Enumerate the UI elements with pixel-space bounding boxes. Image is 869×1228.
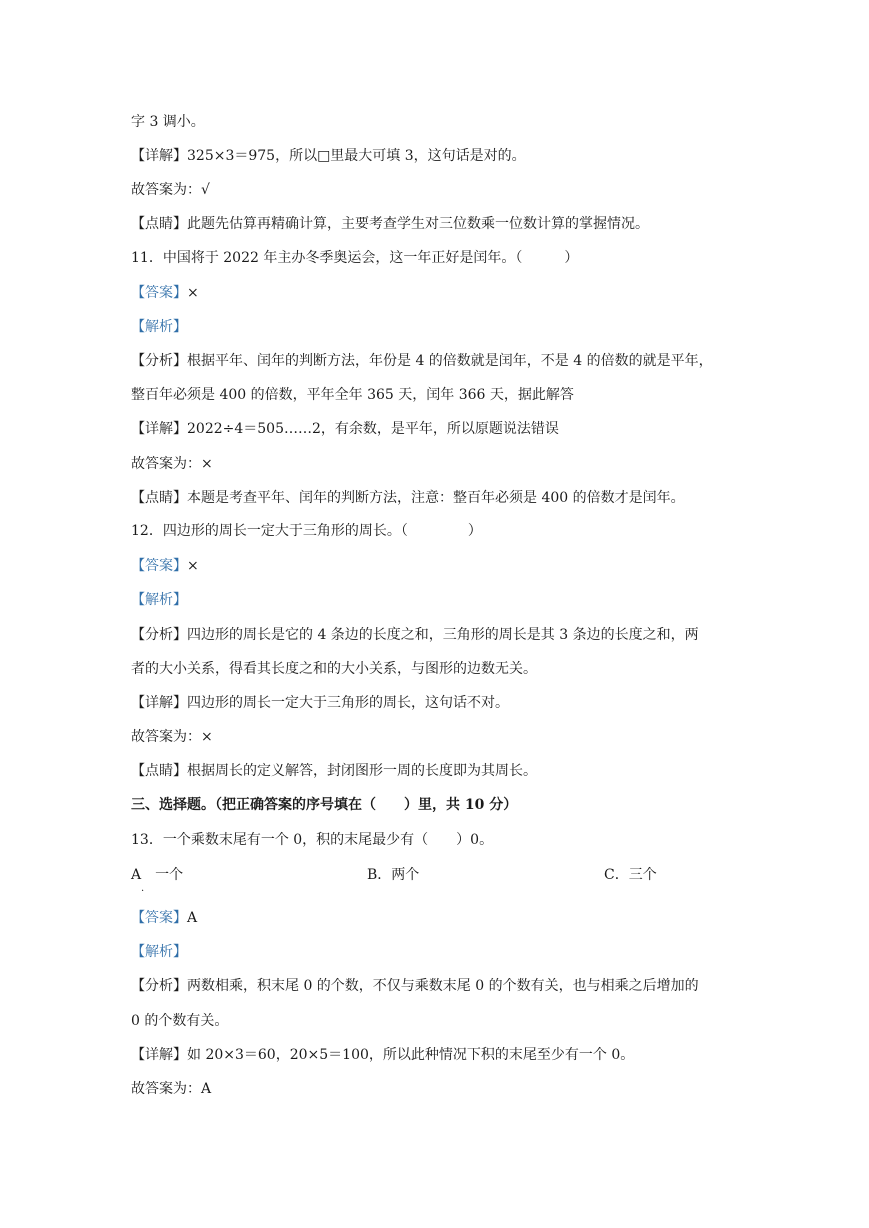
analysis-tag: 【分析】	[131, 353, 187, 369]
option-a-dot: .	[141, 883, 145, 894]
analysis-text: 两数相乘，积末尾 0 的个数，不仅与乘数末尾 0 的个数有关，也与相乘之后增加的	[187, 978, 699, 994]
analysis-tag-line	[131, 943, 759, 961]
detail-text: 325×3＝975，所以□里最大可填 3，这句话是对的。	[187, 148, 526, 164]
answer-tag: 【答案】	[131, 558, 187, 574]
answer-tag: 【答案】	[131, 285, 187, 301]
answer-line	[131, 728, 759, 746]
detail-tag: 【详解】	[131, 421, 187, 437]
answer-tag: 【答案】	[131, 910, 187, 926]
line-text: 0 的个数有关。	[131, 1013, 229, 1029]
analysis-tag: 【解析】	[131, 944, 187, 960]
analysis-line	[131, 977, 759, 995]
question-text: 13．一个乘数末尾有一个 0，积的末尾最少有（ ）0。	[131, 832, 494, 848]
analysis-text: 根据平年、闰年的判断方法，年份是 4 的倍数就是闰年，不是 4 的倍数的就是平年，	[187, 353, 713, 369]
answer-line	[131, 181, 759, 199]
answer-line	[131, 1080, 759, 1098]
answer-value: ×	[187, 558, 199, 574]
line-text: 故答案为：×	[131, 456, 213, 472]
question-bracket-end: ）	[564, 250, 579, 266]
question-12	[131, 522, 759, 540]
comment-tag: 【点睛】	[131, 763, 187, 779]
option-a: A 一个	[131, 867, 184, 883]
detail-line	[131, 147, 759, 165]
comment-tag: 【点睛】	[131, 216, 187, 232]
answer-line	[131, 455, 759, 473]
analysis-tag-line	[131, 591, 759, 609]
analysis-tag: 【分析】	[131, 978, 187, 994]
analysis-tag: 【分析】	[131, 627, 187, 643]
text-line	[131, 113, 759, 131]
detail-line	[131, 1046, 759, 1064]
section-heading-text: 三、选择题。（把正确答案的序号填在（ ）里，共 10 分）	[131, 797, 518, 813]
comment-line	[131, 762, 759, 780]
detail-tag: 【详解】	[131, 148, 187, 164]
detail-text: 2022÷4＝505……2，有余数，是平年，所以原题说法错误	[187, 421, 559, 437]
question-13	[131, 831, 759, 849]
line-text: 故答案为：×	[131, 729, 213, 745]
analysis-tag: 【解析】	[131, 592, 187, 608]
comment-line	[131, 215, 759, 233]
comment-line	[131, 489, 759, 507]
analysis-line	[131, 626, 759, 644]
text-line	[131, 1012, 759, 1030]
detail-tag: 【详解】	[131, 695, 187, 711]
comment-text: 本题是考查平年、闰年的判断方法，注意：整百年必须是 400 的倍数才是闰年。	[187, 490, 685, 506]
comment-tag: 【点睛】	[131, 490, 187, 506]
question-11	[131, 249, 759, 267]
answer-tag-line	[131, 284, 759, 302]
detail-text: 如 20×3＝60，20×5＝100，所以此种情况下积的末尾至少有一个 0。	[187, 1047, 635, 1063]
analysis-text: 四边形的周长是它的 4 条边的长度之和，三角形的周长是其 3 条边的长度之和，两	[187, 627, 699, 643]
answer-tag-line	[131, 909, 759, 927]
answer-value: A	[187, 910, 198, 926]
option-b: B．两个	[367, 867, 420, 883]
line-text: 者的大小关系，得看其长度之和的大小关系，与图形的边数无关。	[131, 661, 537, 677]
question-text: 11．中国将于 2022 年主办冬季奥运会，这一年正好是闰年。（	[131, 250, 523, 266]
analysis-tag-line	[131, 318, 759, 336]
option-c: C．三个	[604, 867, 657, 883]
line-text: 字 3 调小。	[131, 114, 205, 130]
answer-value: ×	[187, 285, 199, 301]
comment-text: 根据周长的定义解答，封闭图形一周的长度即为其周长。	[187, 763, 537, 779]
detail-line	[131, 420, 759, 438]
line-text: 整百年必须是 400 的倍数，平年全年 365 天，闰年 366 天，据此解答	[131, 387, 574, 403]
question-bracket-end: ）	[467, 523, 482, 539]
section-heading	[131, 796, 759, 814]
answer-tag-line	[131, 557, 759, 575]
analysis-tag: 【解析】	[131, 319, 187, 335]
detail-text: 四边形的周长一定大于三角形的周长，这句话不对。	[187, 695, 509, 711]
text-line	[131, 660, 759, 678]
text-line	[131, 386, 759, 404]
question-text: 12．四边形的周长一定大于三角形的周长。（	[131, 523, 408, 539]
detail-tag: 【详解】	[131, 1047, 187, 1063]
analysis-line	[131, 352, 759, 370]
detail-line	[131, 694, 759, 712]
line-text: 故答案为：A	[131, 1081, 212, 1097]
comment-text: 此题先估算再精确计算，主要考查学生对三位数乘一位数计算的掌握情况。	[187, 216, 649, 232]
line-text: 故答案为：√	[131, 182, 210, 198]
